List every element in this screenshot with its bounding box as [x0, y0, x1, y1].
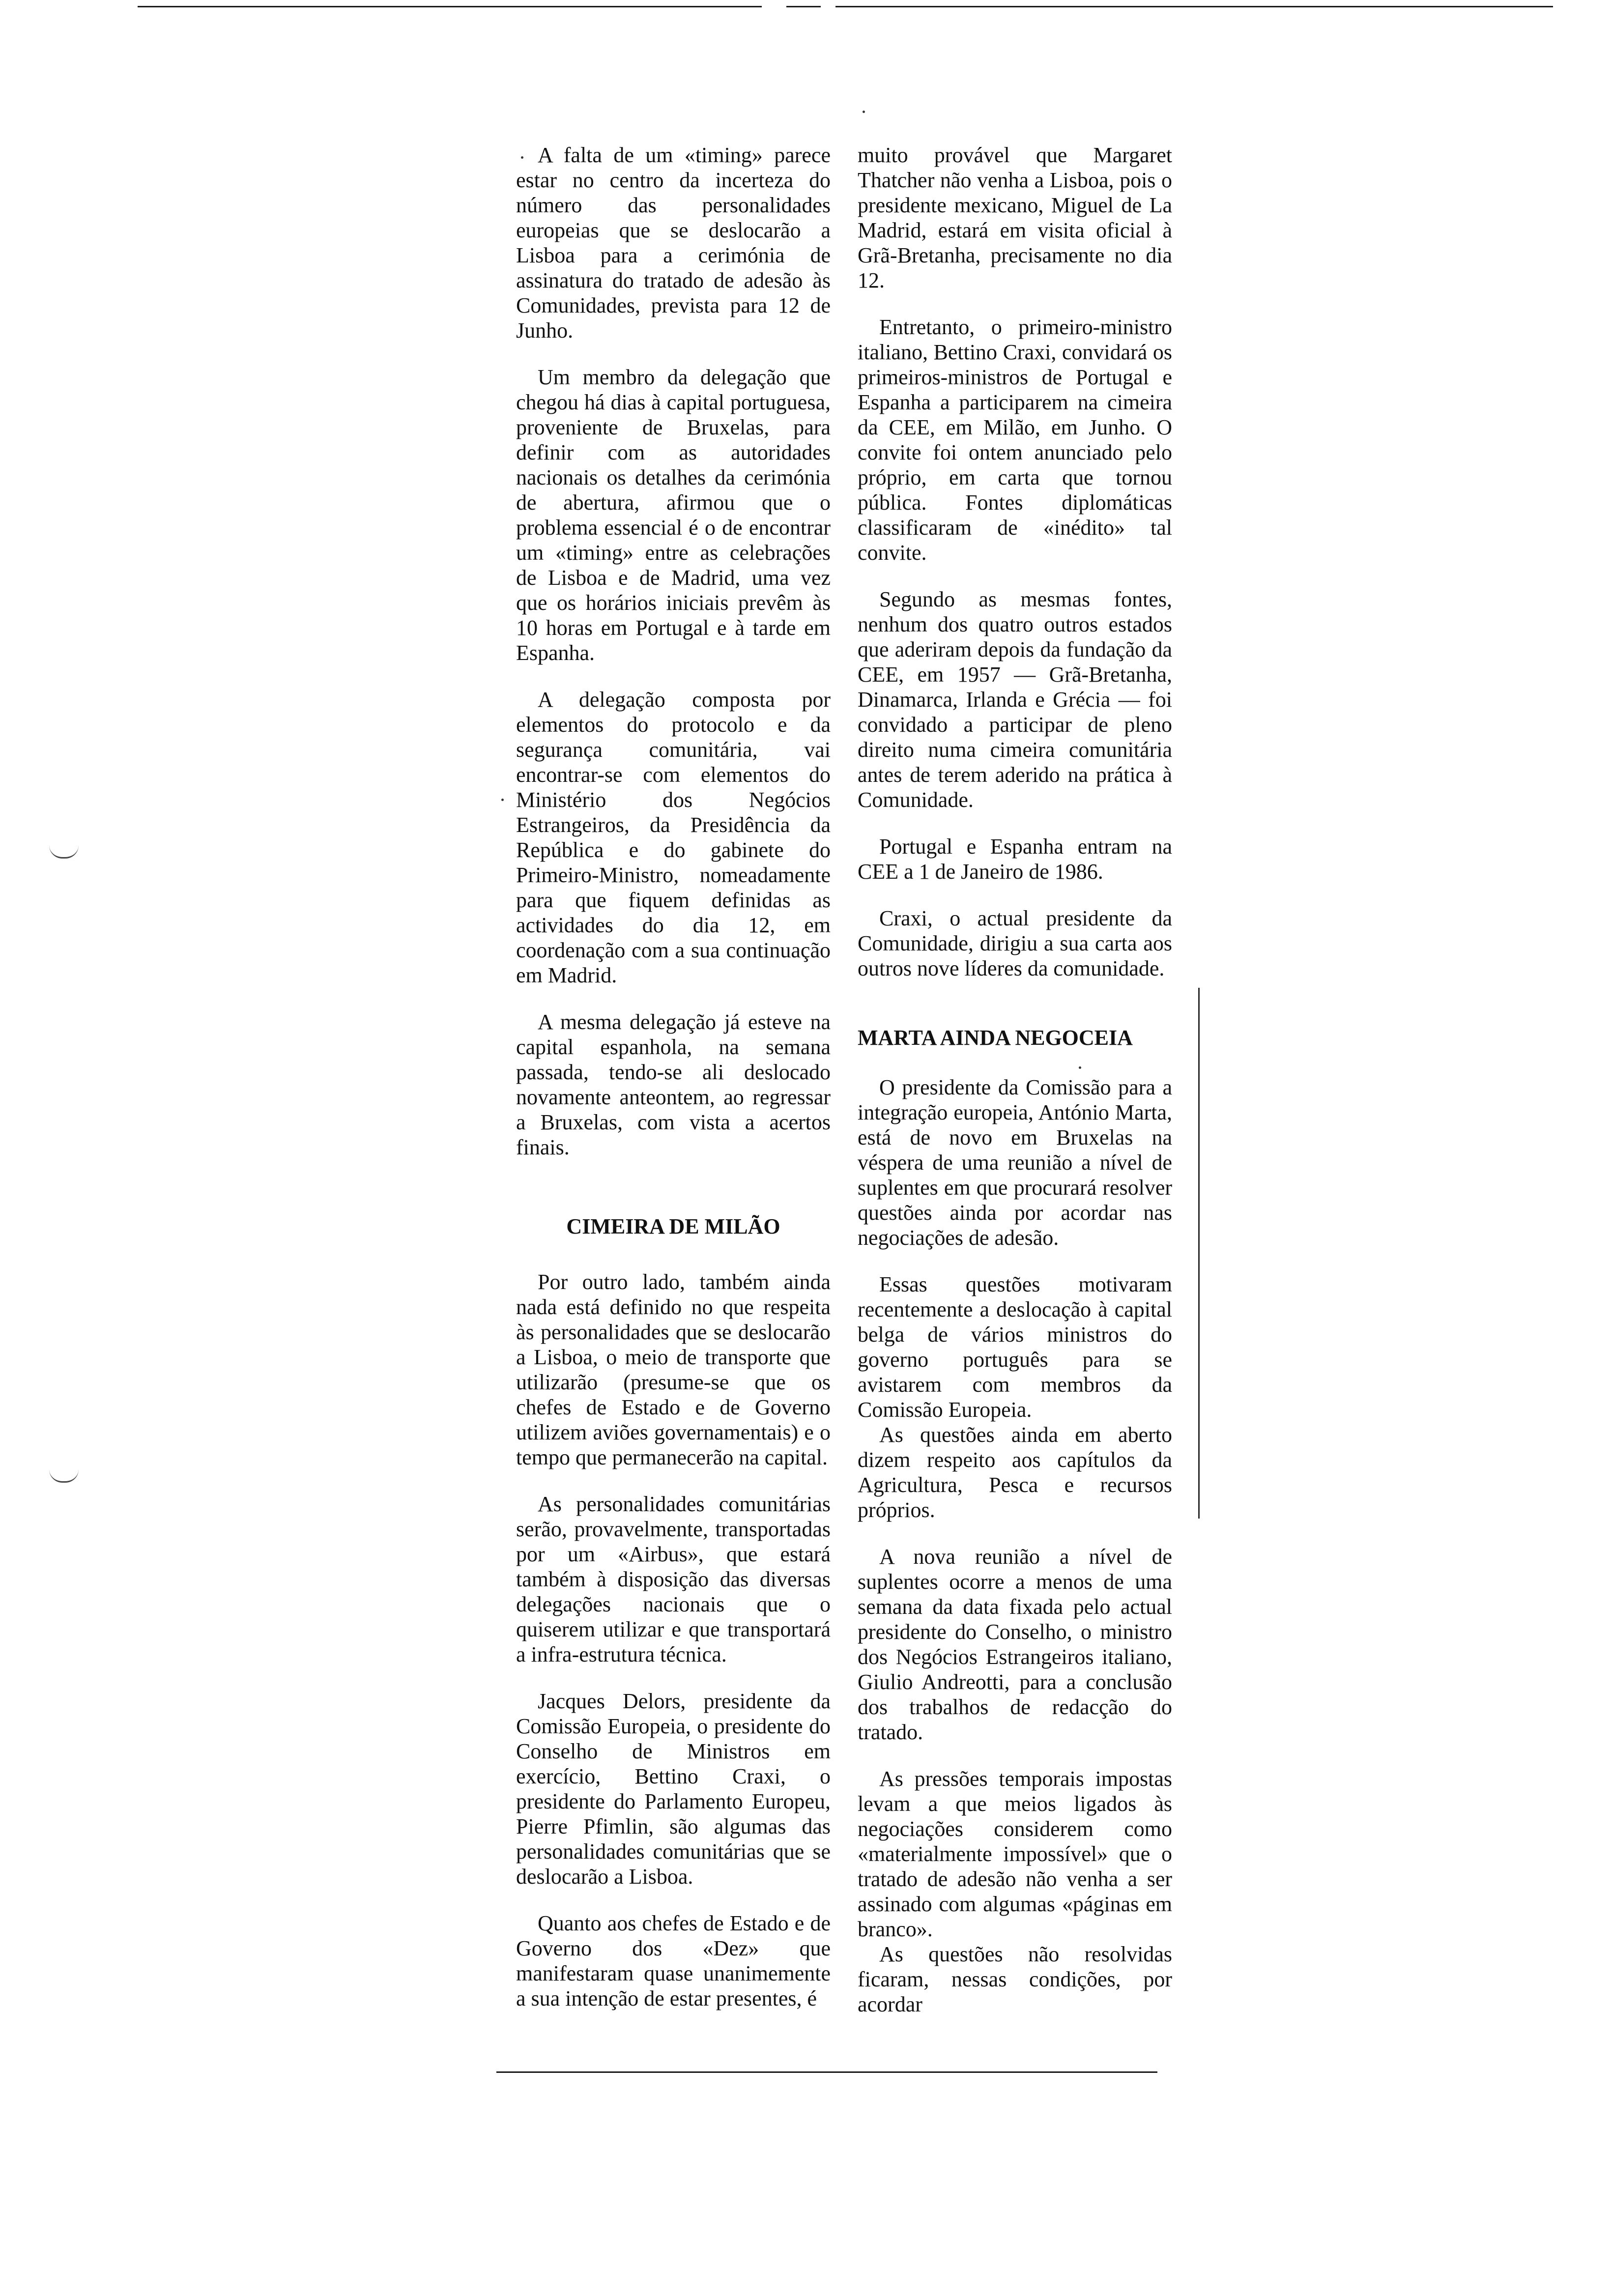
top-rule-2: [786, 6, 821, 7]
punch-mark-top: [49, 845, 79, 859]
section-heading: MARTA AINDA NEGOCEIA: [858, 1026, 1133, 1050]
article-paragraph: Portugal e Espanha entram na CEE a 1 de Janeiro de 1986.: [858, 834, 1172, 884]
article-paragraph: Essas questões motivaram recentemente a deslocação à capital belga de vários ministros do governo português para se avistarem com membros da Comissão Europeia.: [858, 1272, 1172, 1422]
top-rule-3: [835, 6, 1553, 7]
section-heading: CIMEIRA DE MILÃO: [566, 1214, 780, 1238]
bottom-rule: [496, 2071, 1157, 2073]
top-rule-1: [138, 6, 762, 7]
article-column-left: [516, 143, 831, 2033]
article-paragraph: A delegação composta por elementos do protocolo e da segurança comunitária, vai encontrar-se com elementos do Ministério dos Negócios Estrangeiros, da Presidência da República e do gabinete do Primeiro-Ministro, nomeadamente para que fiquem definidas as actividades do dia 12, em coordenação com a sua continuação em Madrid.: [516, 688, 831, 987]
article-paragraph: Segundo as mesmas fontes, nenhum dos quatro outros estados que aderiram depois da fundação da CEE, em 1957 — Grã-Bretanha, Dinamarca, Irlanda e Grécia — foi convidado a participar de pleno direito numa cimeira comunitária antes de terem aderido na prática à Comunidade.: [858, 587, 1172, 812]
article-paragraph: Craxi, o actual presidente da Comunidade, dirigiu a sua carta aos outros nove líderes da comunidade.: [858, 906, 1172, 980]
article-paragraph: A falta de um «timing» parece estar no centro da incerteza do número das personalidades europeias que se deslocarão a Lisboa para a cerimónia de assinatura do tratado de adesão às Comunidades, prevista para 12 de Junho.: [516, 143, 831, 343]
punch-mark-bottom: [49, 1469, 79, 1483]
article-paragraph: Jacques Delors, presidente da Comissão Europeia, o presidente do Conselho de Ministros em exercício, Bettino Craxi, o presidente do Parlamento Europeu, Pierre Pfimlin, são algumas das personalidades comunitárias que se deslocarão a Lisboa.: [516, 1689, 831, 1889]
article-column-right: [858, 143, 1172, 2038]
article-paragraph: As personalidades comunitárias serão, provavelmente, transportadas por um «Airbus», que estará também à disposição das diversas delegações nacionais que o quiserem utilizar e que transportará a infra-estrutura técnica.: [516, 1492, 831, 1666]
article-paragraph: muito provável que Margaret Thatcher não venha a Lisboa, pois o presidente mexicano, Miguel de La Madrid, estará em visita oficial à Grã-Bretanha, precisamente no dia 12.: [858, 143, 1172, 292]
article-paragraph: A mesma delegação já esteve na capital espanhola, na semana passada, tendo-se ali deslocado novamente anteontem, ao regressar a Bruxelas, com vista a acertos finais.: [516, 1010, 831, 1159]
article-paragraph: As pressões temporais impostas levam a que meios ligados às negociações considerem como «materialmente impossível» que o tratado de adesão não venha a ser assinado com algumas «páginas em branco».: [858, 1767, 1172, 1941]
column-side-rule: [1198, 988, 1200, 1519]
article-paragraph: Entretanto, o primeiro-ministro italiano, Bettino Craxi, convidará os primeiros-ministros de Portugal e Espanha a participarem na cimeira da CEE, em Milão, em Junho. O convite foi ontem anunciado pelo próprio, em carta que tornou pública. Fontes diplomáticas classificaram de «inédito» tal convite.: [858, 315, 1172, 565]
scan-speck: [501, 799, 504, 801]
article-paragraph: O presidente da Comissão para a integração europeia, António Marta, está de novo em Bruxelas na véspera de uma reunião a nível de suplentes em que procurará resolver questões ainda por acordar nas negociações de adesão.: [858, 1075, 1172, 1250]
article-paragraph: Por outro lado, também ainda nada está definido no que respeita às personalidades que se deslocarão a Lisboa, o meio de transporte que utilizarão (presume-se que os chefes de Estado e de Governo utilizem aviões governamentais) e o tempo que permanecerão na capital.: [516, 1270, 831, 1469]
article-paragraph: A nova reunião a nível de suplentes ocorre a menos de uma semana da data fixada pelo actual presidente do Conselho, o ministro dos Negócios Estrangeiros italiano, Giulio Andreotti, para a conclusão dos trabalhos de redacção do tratado.: [858, 1545, 1172, 1744]
article-paragraph: Quanto aos chefes de Estado e de Governo dos «Dez» que manifestaram quase unanimemente a sua intenção de estar presentes, é: [516, 1911, 831, 2010]
article-paragraph: As questões ainda em aberto dizem respeito aos capítulos da Agricultura, Pesca e recursos próprios.: [858, 1423, 1172, 1522]
article-paragraph: As questões não resolvidas ficaram, nessas condições, por acordar: [858, 1942, 1172, 2016]
article-paragraph: Um membro da delegação que chegou há dias à capital portuguesa, proveniente de Bruxelas, para definir com as autoridades nacionais os detalhes da cerimónia de abertura, afirmou que o problema essencial é o de encontrar um «timing» entre as celebrações de Lisboa e de Madrid, uma vez que os horários iniciais prevêm às 10 horas em Portugal e à tarde em Espanha.: [516, 365, 831, 665]
scan-speck: [863, 111, 865, 113]
